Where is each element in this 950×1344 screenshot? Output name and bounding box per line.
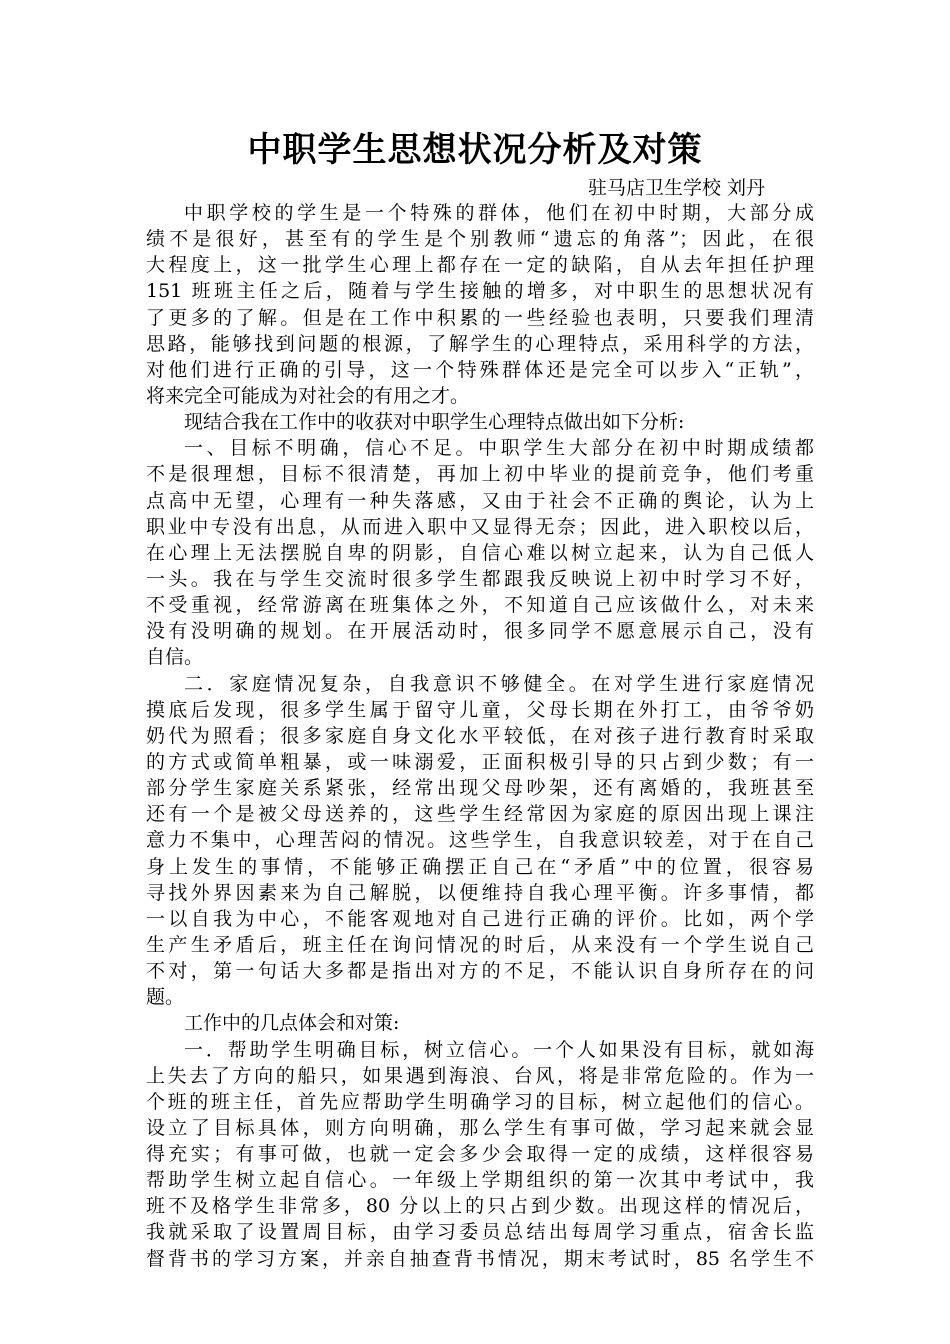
text-line: 帮助学生树立起自信心。一年级上学期组织的第一次其中考试中，我 bbox=[146, 1169, 814, 1192]
text-line: 题。 bbox=[146, 986, 185, 1009]
text-line: 不是很理想，目标不很清楚，再加上初中毕业的提前竞争，他们考重 bbox=[146, 463, 814, 486]
text-line: 意力不集中，心理苦闷的情况。这些学生，自我意识较差，对于在自己 bbox=[146, 829, 814, 852]
text-line: 不对，第一句话大多都是指出对方的不足，不能认识自身所存在的问 bbox=[146, 960, 814, 983]
text-line: 大程度上，这一批学生心理上都存在一定的缺陷，自从去年担任护理 bbox=[146, 254, 814, 277]
text-line: 151 班班主任之后，随着与学生接触的增多，对中职生的思想状况有 bbox=[146, 280, 814, 303]
document-body bbox=[146, 200, 814, 1272]
text-line: 没有没明确的规划。在开展活动时，很多同学不愿意展示自己，没有 bbox=[146, 620, 814, 643]
text-line: 生产生矛盾后，班主任在询问情况的时后，从来没有一个学生说自己 bbox=[146, 933, 814, 956]
text-line: 一．帮助学生明确目标，树立信心。一个人如果没有目标，就如海 bbox=[184, 1038, 814, 1061]
text-line: 一以自我为中心，不能客观地对自己进行正确的评价。比如，两个学 bbox=[146, 907, 814, 930]
text-line: 奶代为照看；很多家庭自身文化水平较低，在对孩子进行教育时采取 bbox=[146, 724, 814, 747]
text-line: 自信。 bbox=[146, 646, 204, 669]
text-line: 摸底后发现，很多学生属于留守儿童，父母长期在外打工，由爷爷奶 bbox=[146, 698, 814, 721]
text-line: 的方式或简单粗暴，或一味溺爱，正面积极引导的只占到少数；有一 bbox=[146, 750, 814, 773]
text-line: 一头。我在与学生交流时很多学生都跟我反映说上初中时学习不好， bbox=[146, 567, 814, 590]
text-line: 将来完全可能成为对社会的有用之才。 bbox=[146, 384, 470, 407]
text-line: 点高中无望，心理有一种失落感，又由于社会不正确的舆论，认为上 bbox=[146, 489, 814, 512]
text-line: 中职学校的学生是一个特殊的群体，他们在初中时期，大部分成 bbox=[184, 202, 814, 224]
text-line: 对他们进行正确的引导，这一个特殊群体还是完全可以步入“正轨”， bbox=[146, 358, 814, 381]
text-line: 设立了目标具体，则方向明确，那么学生有事可做，学习起来就会显 bbox=[146, 1116, 814, 1139]
text-line: 在心理上无法摆脱自卑的阴影，自信心难以树立起来，认为自己低人 bbox=[146, 541, 814, 564]
text-line: 部分学生家庭关系紧张，经常出现父母吵架，还有离婚的，我班甚至 bbox=[146, 777, 814, 800]
text-line: 现结合我在工作中的收获对中职学生心理特点做出如下分析: bbox=[184, 411, 685, 434]
text-line: 一、目标不明确，信心不足。中职学生大部分在初中时期成绩都 bbox=[184, 437, 814, 460]
text-line: 得充实；有事可做，也就一定会多少会取得一定的成绩，这样很容易 bbox=[146, 1143, 814, 1166]
text-line: 还有一个是被父母送养的，这些学生经常因为家庭的原因出现上课注 bbox=[146, 803, 814, 826]
text-line: 不受重视，经常游离在班集体之外，不知道自己应该做什么，对未来 bbox=[146, 594, 814, 617]
text-line: 工作中的几点体会和对策: bbox=[184, 1012, 400, 1035]
text-line: 上失去了方向的船只，如果遇到海浪、台风，将是非常危险的。作为一 bbox=[146, 1064, 814, 1087]
text-line: 二．家庭情况复杂，自我意识不够健全。在对学生进行家庭情况 bbox=[184, 672, 814, 695]
text-line: 督背书的学习方案，并亲自抽查背书情况，期末考试时，85 名学生不 bbox=[146, 1247, 814, 1270]
document-author: 驻马店卫生学校 刘丹 bbox=[588, 177, 766, 199]
text-line: 了更多的了解。但是在工作中积累的一些经验也表明，只要我们理清 bbox=[146, 306, 814, 329]
text-line: 职业中专没有出息，从而进入职中又显得无奈；因此，进入职校以后， bbox=[146, 515, 814, 538]
text-line: 个班的班主任，首先应帮助学生明确学习的目标，树立起他们的信心。 bbox=[146, 1090, 814, 1113]
document-title: 中职学生思想状况分析及对策 bbox=[247, 130, 703, 170]
text-line: 绩不是很好，甚至有的学生是个别教师“遗忘的角落”；因此，在很 bbox=[146, 228, 814, 251]
text-line: 思路，能够找到问题的根源，了解学生的心理特点，采用科学的方法， bbox=[146, 332, 814, 355]
text-line: 班不及格学生非常多，80 分以上的只占到少数。出现这样的情况后， bbox=[146, 1195, 814, 1218]
text-line: 寻找外界因素来为自己解脱，以便维持自我心理平衡。许多事情，都 bbox=[146, 881, 814, 904]
text-line: 身上发生的事情，不能够正确摆正自己在“矛盾”中的位置，很容易 bbox=[146, 855, 814, 878]
text-line: 我就采取了设置周目标，由学习委员总结出每周学习重点，宿舍长监 bbox=[146, 1221, 814, 1244]
